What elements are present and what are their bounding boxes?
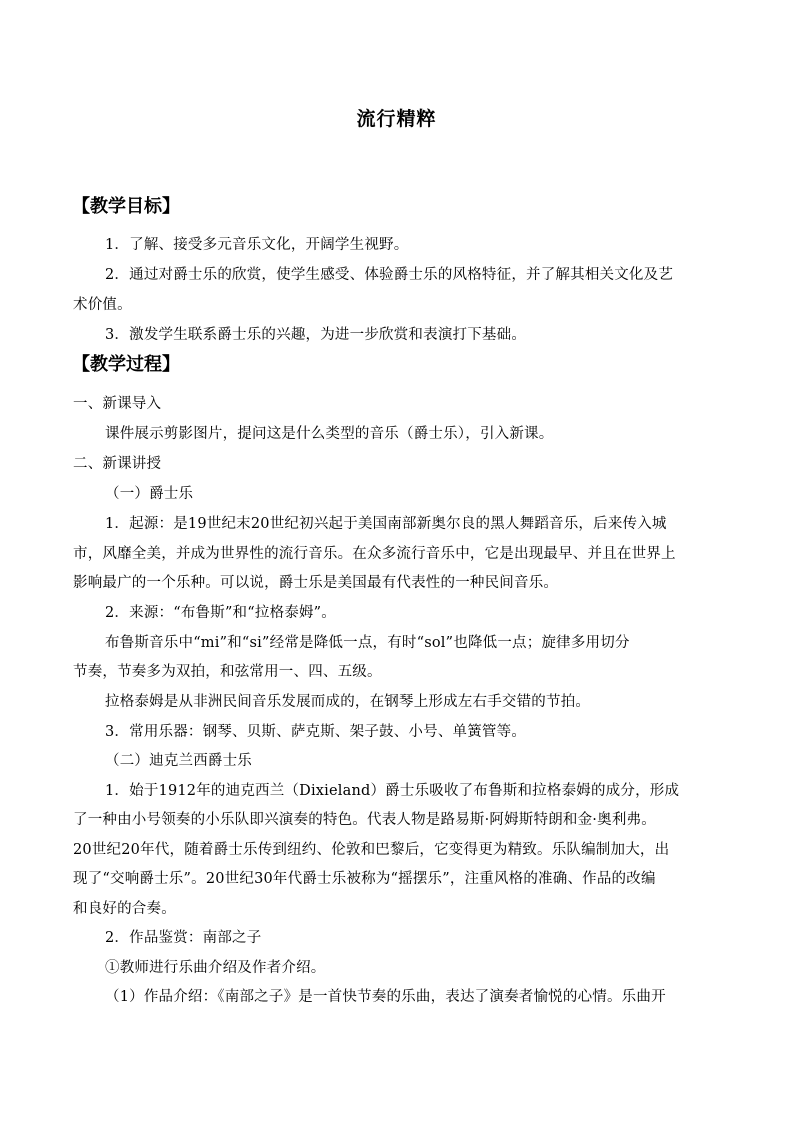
source-line: 2．来源：“布鲁斯”和“拉格泰姆”。 — [105, 605, 336, 621]
work-intro-line: （1）作品介绍：《南部之子》是一首快节奏的乐曲，表达了演奏者愉悦的心情。乐曲开 — [105, 989, 666, 1005]
intro-step-line: ①教师进行乐曲介绍及作者介绍。 — [105, 960, 326, 976]
blues-line-2: 节奏，节奏多为双拍，和弦常用一、四、五级。 — [73, 664, 382, 680]
objective-item-2-line-1: 2．通过对爵士乐的欣赏，使学生感受、体验爵士乐的风格特征，并了解其相关文化及艺 — [105, 267, 674, 283]
dixieland-line-4: 现了“交响爵士乐”。20世纪30年代爵士乐被称为“摇摆乐”，注重风格的准确、作品的改编 — [73, 871, 656, 887]
appreciation-line: 2．作品鉴赏：南部之子 — [105, 930, 262, 946]
section-title-lecture: 二、新课讲授 — [73, 456, 162, 472]
instruments-line: 3．常用乐器：钢琴、贝斯、萨克斯、架子鼓、小号、单簧管等。 — [105, 724, 527, 740]
heading-objectives: 【教学目标】 — [72, 196, 180, 217]
dixieland-line-3: 20世纪20年代，随着爵士乐传到纽约、伦敦和巴黎后，它变得更为精致。乐队编制加大，出 — [73, 842, 670, 858]
objective-item-2-line-2: 术价值。 — [73, 297, 132, 313]
objective-item-1: 1．了解、接受多元音乐文化，开阔学生视野。 — [105, 237, 409, 253]
dixieland-line-2: 了一种由小号领奏的小乐队即兴演奏的特色。代表人物是路易斯·阿姆斯特朗和金·奥利弗。 — [73, 812, 656, 828]
section-text-intro: 课件展示剪影图片，提问这是什么类型的音乐（爵士乐），引入新课。 — [105, 426, 554, 442]
dixieland-line-1: 1．始于1912年的迪克西兰（Dixieland）爵士乐吸收了布鲁斯和拉格泰姆的成分，形成 — [105, 783, 680, 799]
heading-process: 【教学过程】 — [72, 354, 180, 375]
section-title-intro: 一、新课导入 — [73, 396, 162, 412]
document-title: 流行精粹 — [356, 108, 437, 130]
origin-line-3: 影响最广的一个乐种。可以说，爵士乐是美国最有代表性的一种民间音乐。 — [73, 575, 559, 591]
dixieland-line-5: 和良好的合奏。 — [73, 901, 176, 917]
ragtime-line: 拉格泰姆是从非洲民间音乐发展而成的，在钢琴上形成左右手交错的节拍。 — [105, 694, 591, 710]
origin-line-1: 1．起源：是19世纪末20世纪初兴起于美国南部新奥尔良的黑人舞蹈音乐，后来传入城 — [105, 516, 667, 532]
subsection-title-dixieland: （二）迪克兰西爵士乐 — [105, 753, 252, 769]
subsection-title-jazz: （一）爵士乐 — [105, 486, 194, 502]
objective-item-3: 3．激发学生联系爵士乐的兴趣，为进一步欣赏和表演打下基础。 — [105, 327, 527, 343]
origin-line-2: 市，风靡全美，并成为世界性的流行音乐。在众多流行音乐中，它是出现最早、并且在世界上 — [73, 546, 676, 562]
blues-line-1: 布鲁斯音乐中“mi”和“si”经常是降低一点，有时“sol”也降低一点；旋律多用切分 — [105, 635, 630, 651]
